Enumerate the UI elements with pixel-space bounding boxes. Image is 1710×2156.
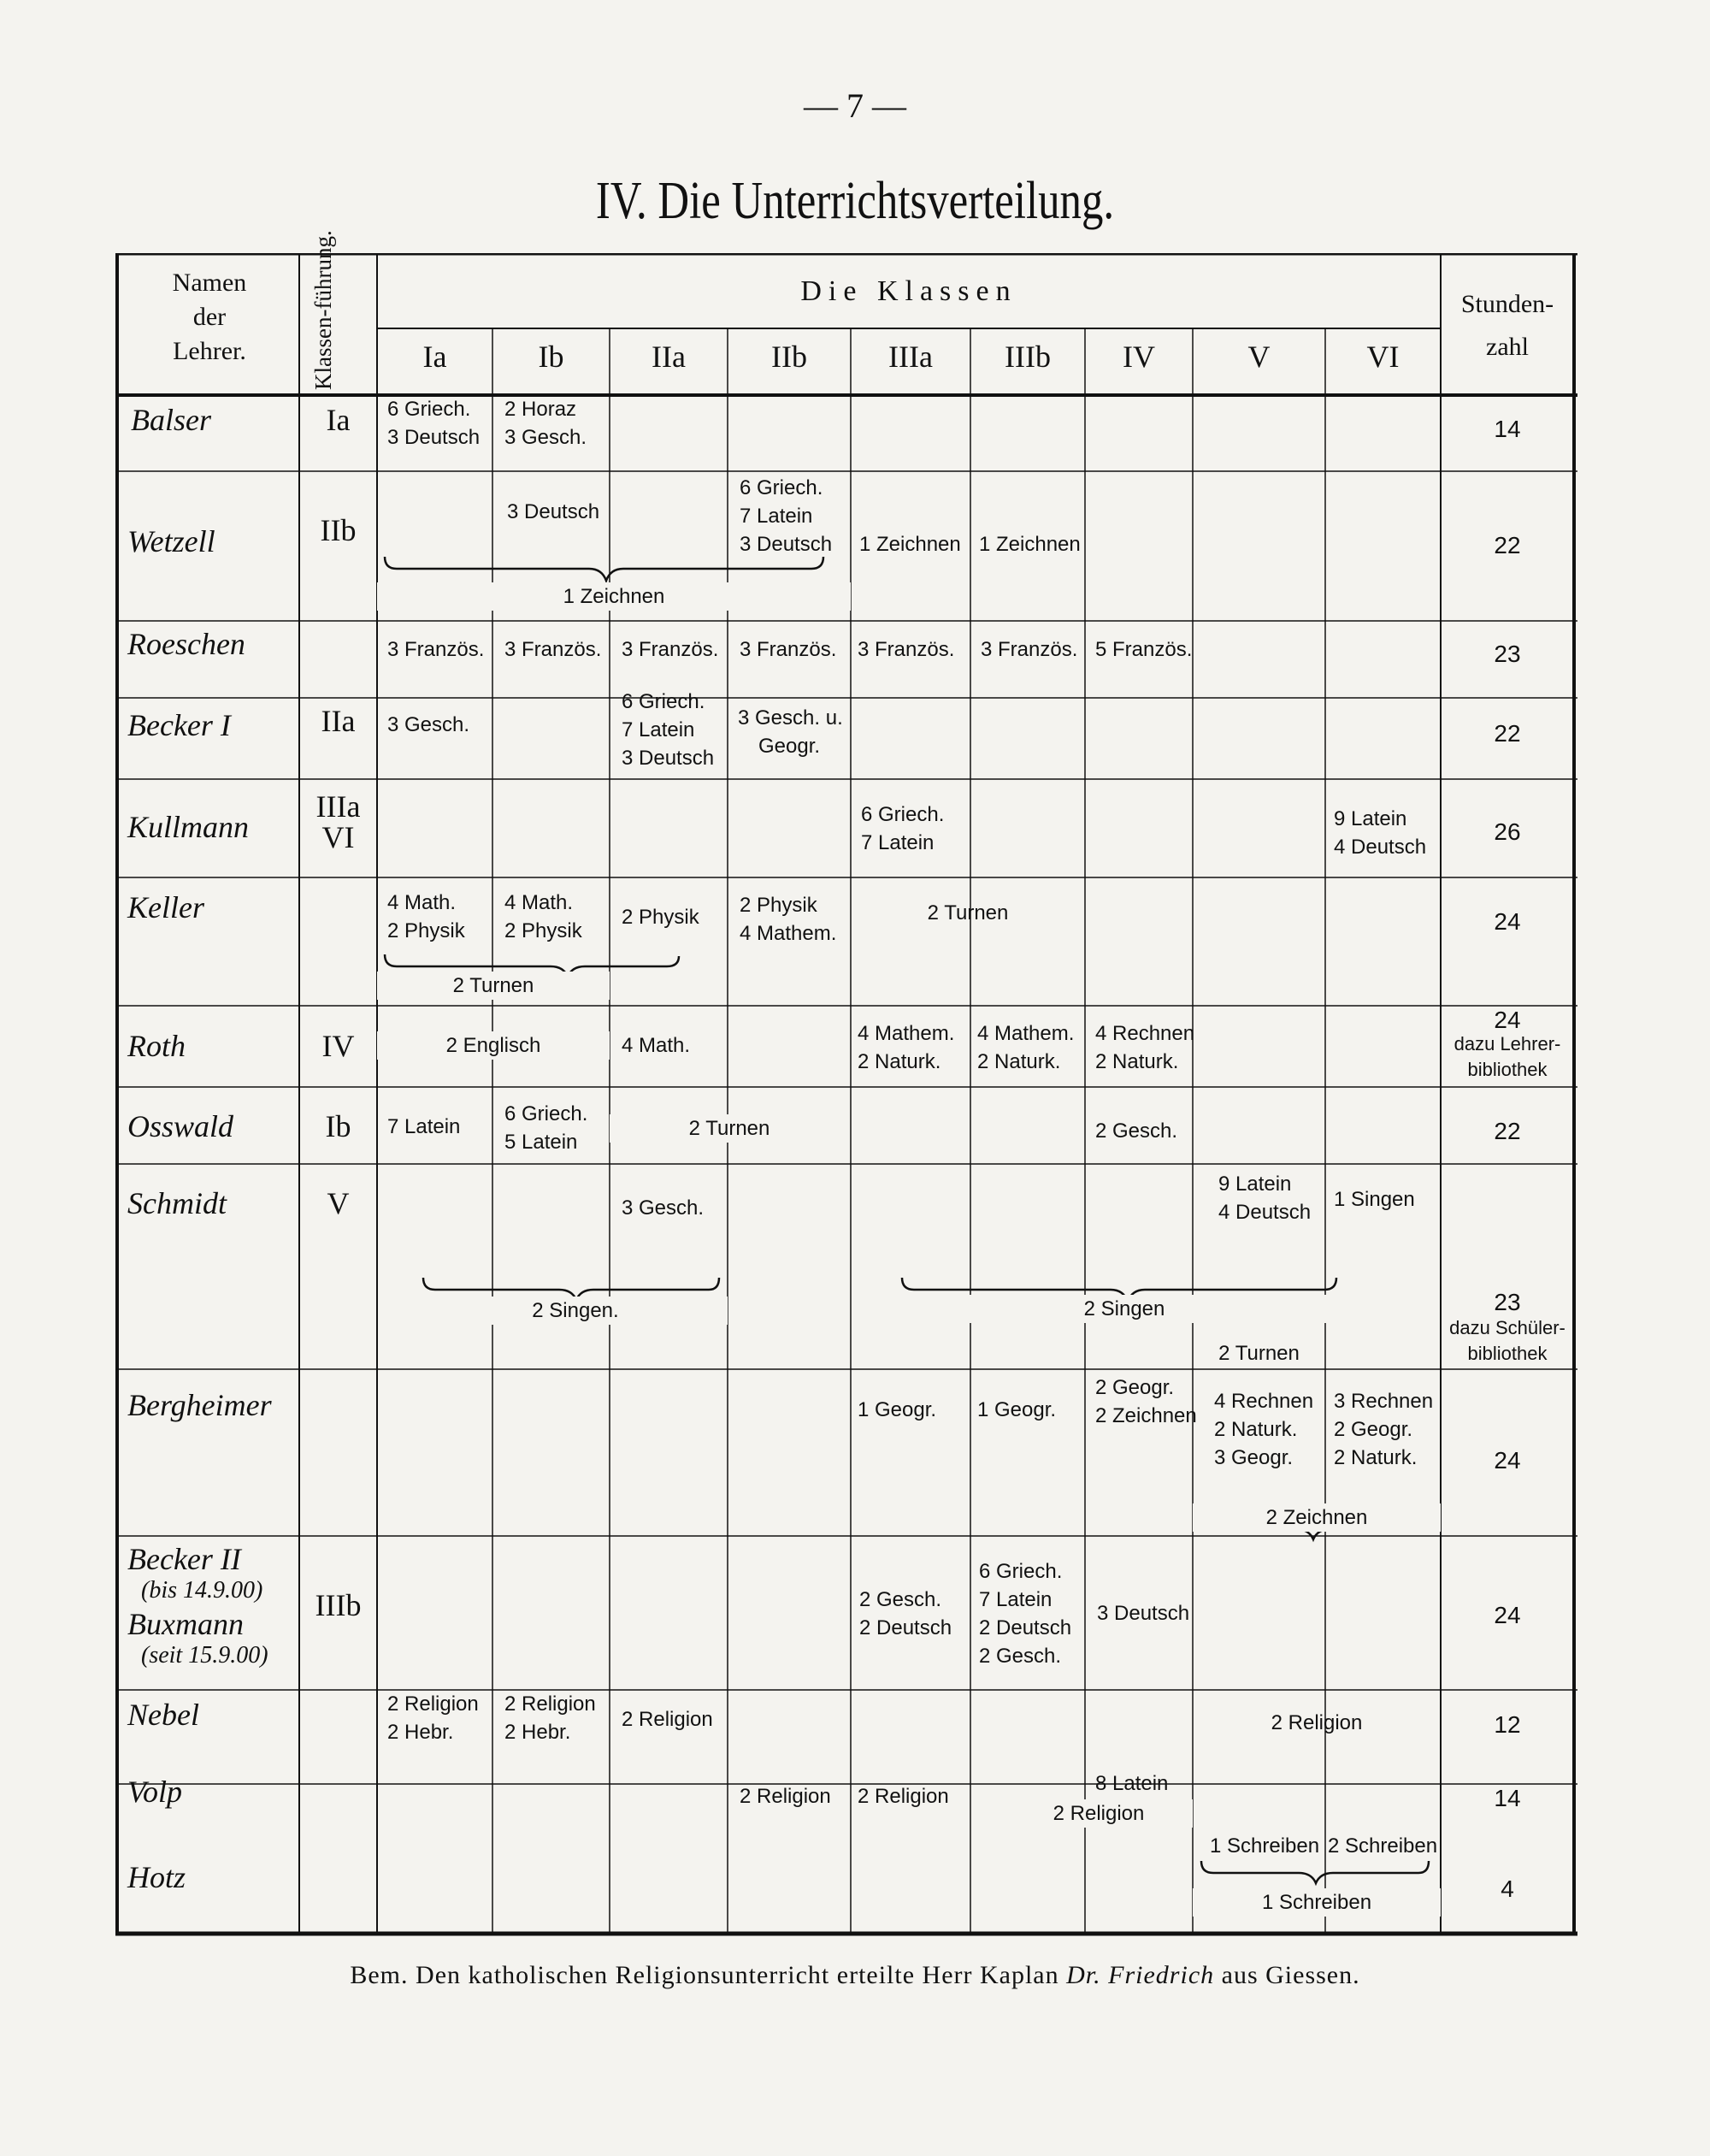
class-header-IIIb: IIIb <box>1005 340 1051 374</box>
footnote <box>0 1961 1710 1990</box>
subject-line: 3 Französ. <box>981 638 1078 661</box>
hours-note: bibliothek <box>1467 1059 1548 1080</box>
page-number: — 7 — <box>804 86 906 125</box>
subject-line: 6 Griech. <box>979 1560 1063 1583</box>
subject-line: 7 Latein <box>740 505 813 528</box>
teacher-klasse: Ia <box>326 403 351 437</box>
subject-line: 3 Französ. <box>858 638 955 661</box>
span-label: 1 Schreiben <box>1193 1888 1441 1917</box>
subject-line: 2 Naturk. <box>977 1050 1061 1073</box>
subject-line: 4 Mathem. <box>858 1022 955 1045</box>
table-grid <box>115 230 1577 1938</box>
subject-line: 7 Latein <box>622 718 695 741</box>
subject-line: 2 Horaz <box>504 398 577 421</box>
class-header-IIIa: IIIa <box>888 340 933 374</box>
subject-line: 2 Physik <box>387 919 465 942</box>
teacher-name-note: (bis 14.9.00) <box>141 1577 263 1604</box>
subject-line: 2 Physik <box>622 906 699 929</box>
subject-line: 9 Latein <box>1334 807 1407 830</box>
subject-line: 2 Religion <box>387 1692 479 1716</box>
hours: 14 <box>1494 416 1521 442</box>
subject-line: 1 Zeichnen <box>859 533 961 556</box>
subject-line: 4 Deutsch <box>1218 1201 1312 1224</box>
subject-line: 5 Französ. <box>1095 638 1193 661</box>
hours-note: dazu Lehrer- <box>1454 1033 1561 1054</box>
hours: 14 <box>1494 1785 1521 1811</box>
teacher-name: Osswald <box>127 1109 234 1143</box>
subject-line: 3 Französ. <box>622 638 719 661</box>
teacher-name: Keller <box>127 890 204 924</box>
class-header-Ia: Ia <box>422 340 447 374</box>
subject-line: 7 Latein <box>861 831 935 854</box>
subject-line: 3 Deutsch <box>507 500 600 523</box>
subject-line: 2 Religion <box>504 1692 596 1716</box>
subject-line: 4 Mathem. <box>740 922 837 945</box>
class-header-IIb: IIb <box>771 340 807 374</box>
subject-line: 1 Geogr. <box>858 1398 937 1421</box>
subject-line: 3 Französ. <box>387 638 485 661</box>
subject-line: 2 Gesch. <box>859 1588 942 1611</box>
subject-line: 2 Hebr. <box>504 1721 571 1744</box>
teacher-name: Kullmann <box>127 810 250 844</box>
hours: 22 <box>1494 532 1521 558</box>
teacher-name: Bergheimer <box>127 1388 272 1422</box>
subject-line: 4 Rechnen <box>1214 1390 1314 1413</box>
hours-note: bibliothek <box>1467 1343 1548 1364</box>
hours: 23 <box>1494 1289 1521 1315</box>
teacher-klasse: IIb <box>320 513 357 547</box>
subject-line: 3 Gesch. <box>387 713 470 736</box>
subject-line: 4 Math. <box>387 891 457 914</box>
teacher-name: Nebel <box>127 1698 199 1732</box>
subject-line: 3 Deutsch <box>622 747 715 770</box>
subject-line: 3 Gesch. <box>622 1196 705 1220</box>
class-header-V: V <box>1247 340 1271 374</box>
teacher-name: Roth <box>127 1029 186 1063</box>
hours: 24 <box>1494 1007 1521 1033</box>
subject-line: 2 Deutsch <box>979 1616 1072 1639</box>
teacher-klasse: IIIb <box>315 1588 362 1622</box>
subject-line: 3 Deutsch <box>387 426 481 449</box>
subject-line: 3 Französ. <box>504 638 602 661</box>
footnote-suffix: aus Giessen. <box>1221 1961 1360 1989</box>
span-label: 2 Singen <box>902 1295 1347 1323</box>
subject-line: 6 Griech. <box>622 690 705 713</box>
subject-line: 4 Rechnen <box>1095 1022 1195 1045</box>
subject-line: 3 Französ. <box>740 638 837 661</box>
hours: 22 <box>1494 1118 1521 1144</box>
subject-line: 2 Turnen <box>610 1114 849 1143</box>
header-klassen-title: Die Klassen <box>800 275 1017 307</box>
subject-line: 2 Zeichnen <box>1095 1404 1197 1427</box>
class-header-VI: VI <box>1366 340 1400 374</box>
span-label: 2 Zeichnen <box>1193 1503 1441 1532</box>
subject-line: 2 Religion <box>1005 1799 1193 1828</box>
footnote-text: Den katholischen Religionsunterricht erteilte Herr Kaplan <box>416 1961 1059 1989</box>
hours-note: dazu Schüler- <box>1449 1317 1566 1338</box>
span-label: 2 Turnen <box>1218 1342 1300 1365</box>
teacher-klasse: IV <box>321 1029 355 1063</box>
hours: 12 <box>1494 1711 1521 1738</box>
subject-line: 2 Naturk. <box>1214 1418 1298 1441</box>
subject-line: 8 Latein <box>1095 1772 1169 1795</box>
subject-line: 1 Zeichnen <box>979 533 1081 556</box>
subject-line: 3 Gesch. u. <box>738 706 843 729</box>
span-label: 2 Turnen <box>377 972 610 1000</box>
hours: 24 <box>1494 1602 1521 1628</box>
hours: 24 <box>1494 908 1521 935</box>
class-header-Ib: Ib <box>538 340 564 374</box>
subject-line: 1 Geogr. <box>977 1398 1057 1421</box>
teacher-name-note: (seit 15.9.00) <box>141 1642 268 1669</box>
subject-line: 4 Mathem. <box>977 1022 1075 1045</box>
subject-line: 1 Schreiben <box>1210 1834 1320 1858</box>
hours: 23 <box>1494 641 1521 667</box>
subject-line: 2 Gesch. <box>979 1645 1062 1668</box>
header-stundenzahl-line1: Stunden- <box>1460 290 1554 318</box>
subject-line: 3 Deutsch <box>740 533 833 556</box>
subject-line: 2 Naturk. <box>1334 1446 1418 1469</box>
hours: 24 <box>1494 1447 1521 1474</box>
teacher-klasse: IIa <box>321 704 356 738</box>
subject-line: 2 Religion <box>1271 1711 1363 1734</box>
subject-line: 2 Schreiben <box>1328 1834 1438 1858</box>
subject-line: 2 Gesch. <box>1095 1119 1178 1143</box>
footnote-person: Dr. Friedrich <box>1066 1961 1215 1989</box>
teacher-name: Balser <box>131 403 211 437</box>
teacher-name: Hotz <box>127 1860 186 1894</box>
teacher-name: Roeschen <box>127 627 245 661</box>
subject-line: 6 Griech. <box>861 803 945 826</box>
subject-line: 1 Singen <box>1334 1188 1415 1211</box>
teacher-klasse: VI <box>321 820 355 854</box>
subject-line: 6 Griech. <box>504 1102 588 1125</box>
subject-line: 3 Geogr. <box>1214 1446 1294 1469</box>
subject-line: 2 Geogr. <box>1095 1376 1175 1399</box>
subject-line: 3 Deutsch <box>1097 1602 1190 1625</box>
subject-line: 9 Latein <box>1218 1173 1292 1196</box>
subject-line: 2 Physik <box>504 919 582 942</box>
teacher-klasse: Ib <box>325 1109 351 1143</box>
subject-line: 2 Physik <box>740 894 817 917</box>
hours: 22 <box>1494 720 1521 747</box>
header-stundenzahl-line2: zahl <box>1486 333 1529 361</box>
header-names-line3: Lehrer. <box>173 337 246 365</box>
subject-line: 2 Religion <box>858 1785 949 1808</box>
span-label: 2 Singen. <box>423 1297 728 1325</box>
subject-line: Geogr. <box>758 735 821 758</box>
teacher-klasse: V <box>327 1186 350 1220</box>
subject-line: 4 Math. <box>622 1034 691 1057</box>
class-header-IV: IV <box>1123 340 1155 374</box>
subject-line: 2 Religion <box>740 1785 831 1808</box>
subject-line: 4 Math. <box>504 891 574 914</box>
teacher-name: Schmidt <box>127 1186 227 1220</box>
teacher-name: Volp <box>127 1775 183 1809</box>
footnote-prefix: Bem. <box>350 1961 409 1989</box>
subject-line: 2 Religion <box>622 1708 713 1731</box>
class-header-IIa: IIa <box>652 340 686 374</box>
span-label: 1 Zeichnen <box>377 582 851 611</box>
teacher-name: Wetzell <box>127 524 215 558</box>
page-title: IV. Die Unterrichtsverteilung. <box>595 172 1115 230</box>
subject-line: 2 Naturk. <box>1095 1050 1179 1073</box>
subject-line: 2 Geogr. <box>1334 1418 1413 1441</box>
header-names-line1: Namen <box>172 269 247 297</box>
header-names-line2: der <box>192 303 227 331</box>
subject-line: 2 Deutsch <box>859 1616 952 1639</box>
subject-line: 6 Griech. <box>740 476 823 499</box>
hours: 4 <box>1501 1875 1514 1902</box>
subject-line: 2 Hebr. <box>387 1721 454 1744</box>
subject-line: 4 Deutsch <box>1334 836 1427 859</box>
subject-line: 2 Englisch <box>377 1031 610 1060</box>
subject-line: 7 Latein <box>387 1115 461 1138</box>
subject-line: 3 Gesch. <box>504 426 587 449</box>
subject-line: 2 Turnen <box>927 901 1009 924</box>
subject-line: 6 Griech. <box>387 398 471 421</box>
subject-line: 2 Naturk. <box>858 1050 941 1073</box>
teacher-name: Becker I <box>127 708 231 742</box>
subject-line: 7 Latein <box>979 1588 1053 1611</box>
teacher-name: Buxmann <box>127 1607 244 1641</box>
teacher-klasse: IIIa <box>315 789 361 824</box>
teacher-name: Becker II <box>127 1542 241 1576</box>
hours: 26 <box>1494 818 1521 845</box>
subject-line: 3 Rechnen <box>1334 1390 1434 1413</box>
subject-line: 5 Latein <box>504 1131 578 1154</box>
header-klassenfuehrung: Klassen-führung. <box>310 230 336 390</box>
